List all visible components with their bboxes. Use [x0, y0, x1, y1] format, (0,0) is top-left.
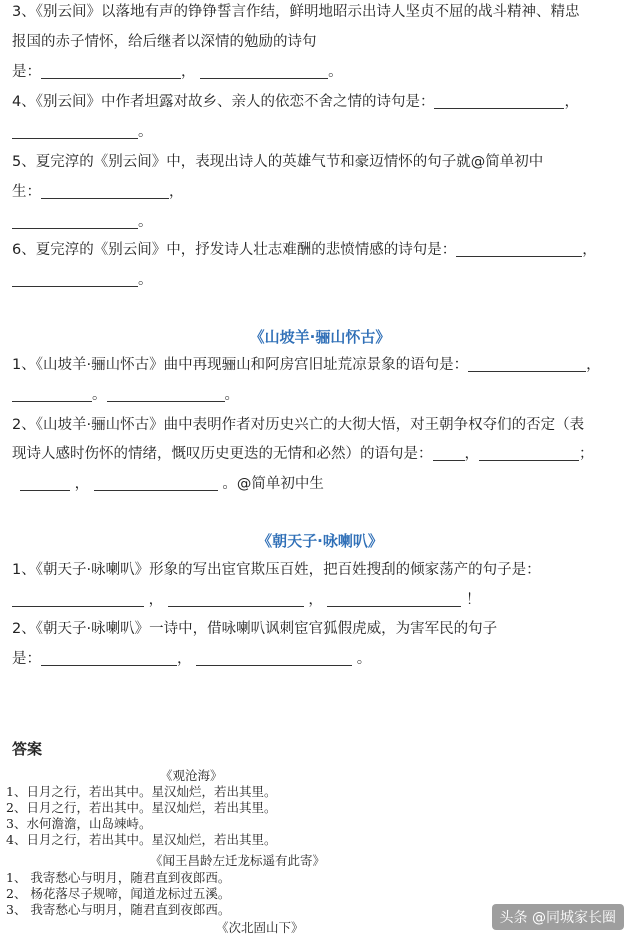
answer-group-title: 《闻王昌龄左迁龙标遥有此寄》: [150, 853, 326, 868]
answer-blank[interactable]: [433, 445, 465, 461]
answer-blank[interactable]: [200, 63, 328, 79]
q3-line2: 报国的赤子情怀，给后继者以深情的勉励的诗句: [12, 34, 317, 50]
answer-blank[interactable]: [196, 650, 352, 666]
q6-line2: 。: [12, 270, 153, 290]
answer-blank[interactable]: [12, 213, 138, 229]
answer-item: 2、日月之行，若出其中。星汉灿烂，若出其里。: [6, 800, 277, 815]
answer-blank[interactable]: [41, 650, 177, 666]
watermark: 头条 @同城家长圈: [492, 904, 624, 930]
answer-item: 3、 我寄愁心与明月，随君直到夜郎西。: [6, 902, 231, 917]
s1-q2-line2: 现诗人感时伤怀的情绪，慨叹历史更迭的无情和必然）的语句是： ， ；: [12, 446, 594, 462]
answer-blank[interactable]: [41, 183, 169, 199]
answer-item: 1、日月之行，若出其中。星汉灿烂，若出其里。: [6, 784, 277, 799]
s1-q2-line3: ， 。@简单初中生: [20, 474, 324, 494]
s2-q2-line2: 是： ， 。: [12, 651, 372, 667]
answer-blank[interactable]: [12, 386, 92, 402]
section-title-shanpoyang: 《山坡羊·骊山怀古》: [249, 328, 391, 346]
s2-q2-line1: 2、《朝天子·咏喇叭》一诗中，借咏喇叭讽刺宦官狐假虎威，为害军民的句子: [12, 621, 498, 637]
answer-blank[interactable]: [94, 475, 218, 491]
answers-heading: 答案: [12, 740, 43, 758]
section-title-chaotianzi: 《朝天子·咏喇叭》: [257, 532, 383, 550]
answer-item: 4、日月之行，若出其中。星汉灿烂，若出其里。: [6, 832, 277, 847]
answer-blank[interactable]: [434, 93, 564, 109]
answer-blank[interactable]: [20, 475, 70, 491]
answer-item: 3、水何澹澹，山岛竦峙。: [6, 816, 152, 831]
answer-blank[interactable]: [479, 445, 579, 461]
answer-blank[interactable]: [168, 591, 304, 607]
answer-blank[interactable]: [327, 591, 461, 607]
answer-blank[interactable]: [107, 386, 225, 402]
q4-line2: 。: [12, 122, 153, 142]
answer-item: 2、 杨花落尽子规啼，闻道龙标过五溪。: [6, 886, 231, 901]
answer-group-title: 《观沧海》: [160, 768, 223, 783]
answer-blank[interactable]: [468, 356, 586, 372]
answer-blank[interactable]: [41, 63, 181, 79]
s2-q1-line1: 1、《朝天子·咏喇叭》形象的写出宦官欺压百姓，把百姓搜刮的倾家荡产的句子是：: [12, 562, 541, 578]
q3-line3: 是： ， 。: [12, 64, 343, 80]
answer-blank[interactable]: [456, 241, 582, 257]
s1-q1-line2: 。 。: [12, 385, 239, 405]
q5-line2: 生： ，: [12, 184, 184, 200]
q4-line1: 4、《别云间》中作者坦露对故乡、亲人的依恋不舍之情的诗句是： ，: [12, 94, 579, 110]
answer-blank[interactable]: [12, 591, 144, 607]
answer-item: 1、 我寄愁心与明月，随君直到夜郎西。: [6, 870, 231, 885]
answer-group-title: 《次北固山下》: [216, 920, 304, 935]
q5-line3: 。: [12, 212, 153, 232]
answer-blank[interactable]: [12, 123, 138, 139]
s1-q1-line1: 1、《山坡羊·骊山怀古》曲中再现骊山和阿房宫旧址荒凉景象的语句是： ，: [12, 357, 601, 373]
s1-q2-line1: 2、《山坡羊·骊山怀古》曲中表明作者对历史兴亡的大彻大悟，对王朝争权夺们的否定（表: [12, 417, 585, 433]
answer-blank[interactable]: [12, 271, 138, 287]
q5-line1: 5、夏完淳的《别云间》中，表现出诗人的英雄气节和豪迈情怀的句子就@简单初中: [12, 154, 544, 170]
q3-line1: 3、《别云间》以落地有声的铮铮誓言作结，鲜明地昭示出诗人坚贞不屈的战斗精神、精忠: [12, 4, 580, 20]
s2-q1-line2: ， ， ！: [12, 590, 481, 610]
q6-line1: 6、夏完淳的《别云间》中，抒发诗人壮志难酬的悲愤情感的诗句是： ，: [12, 242, 597, 258]
